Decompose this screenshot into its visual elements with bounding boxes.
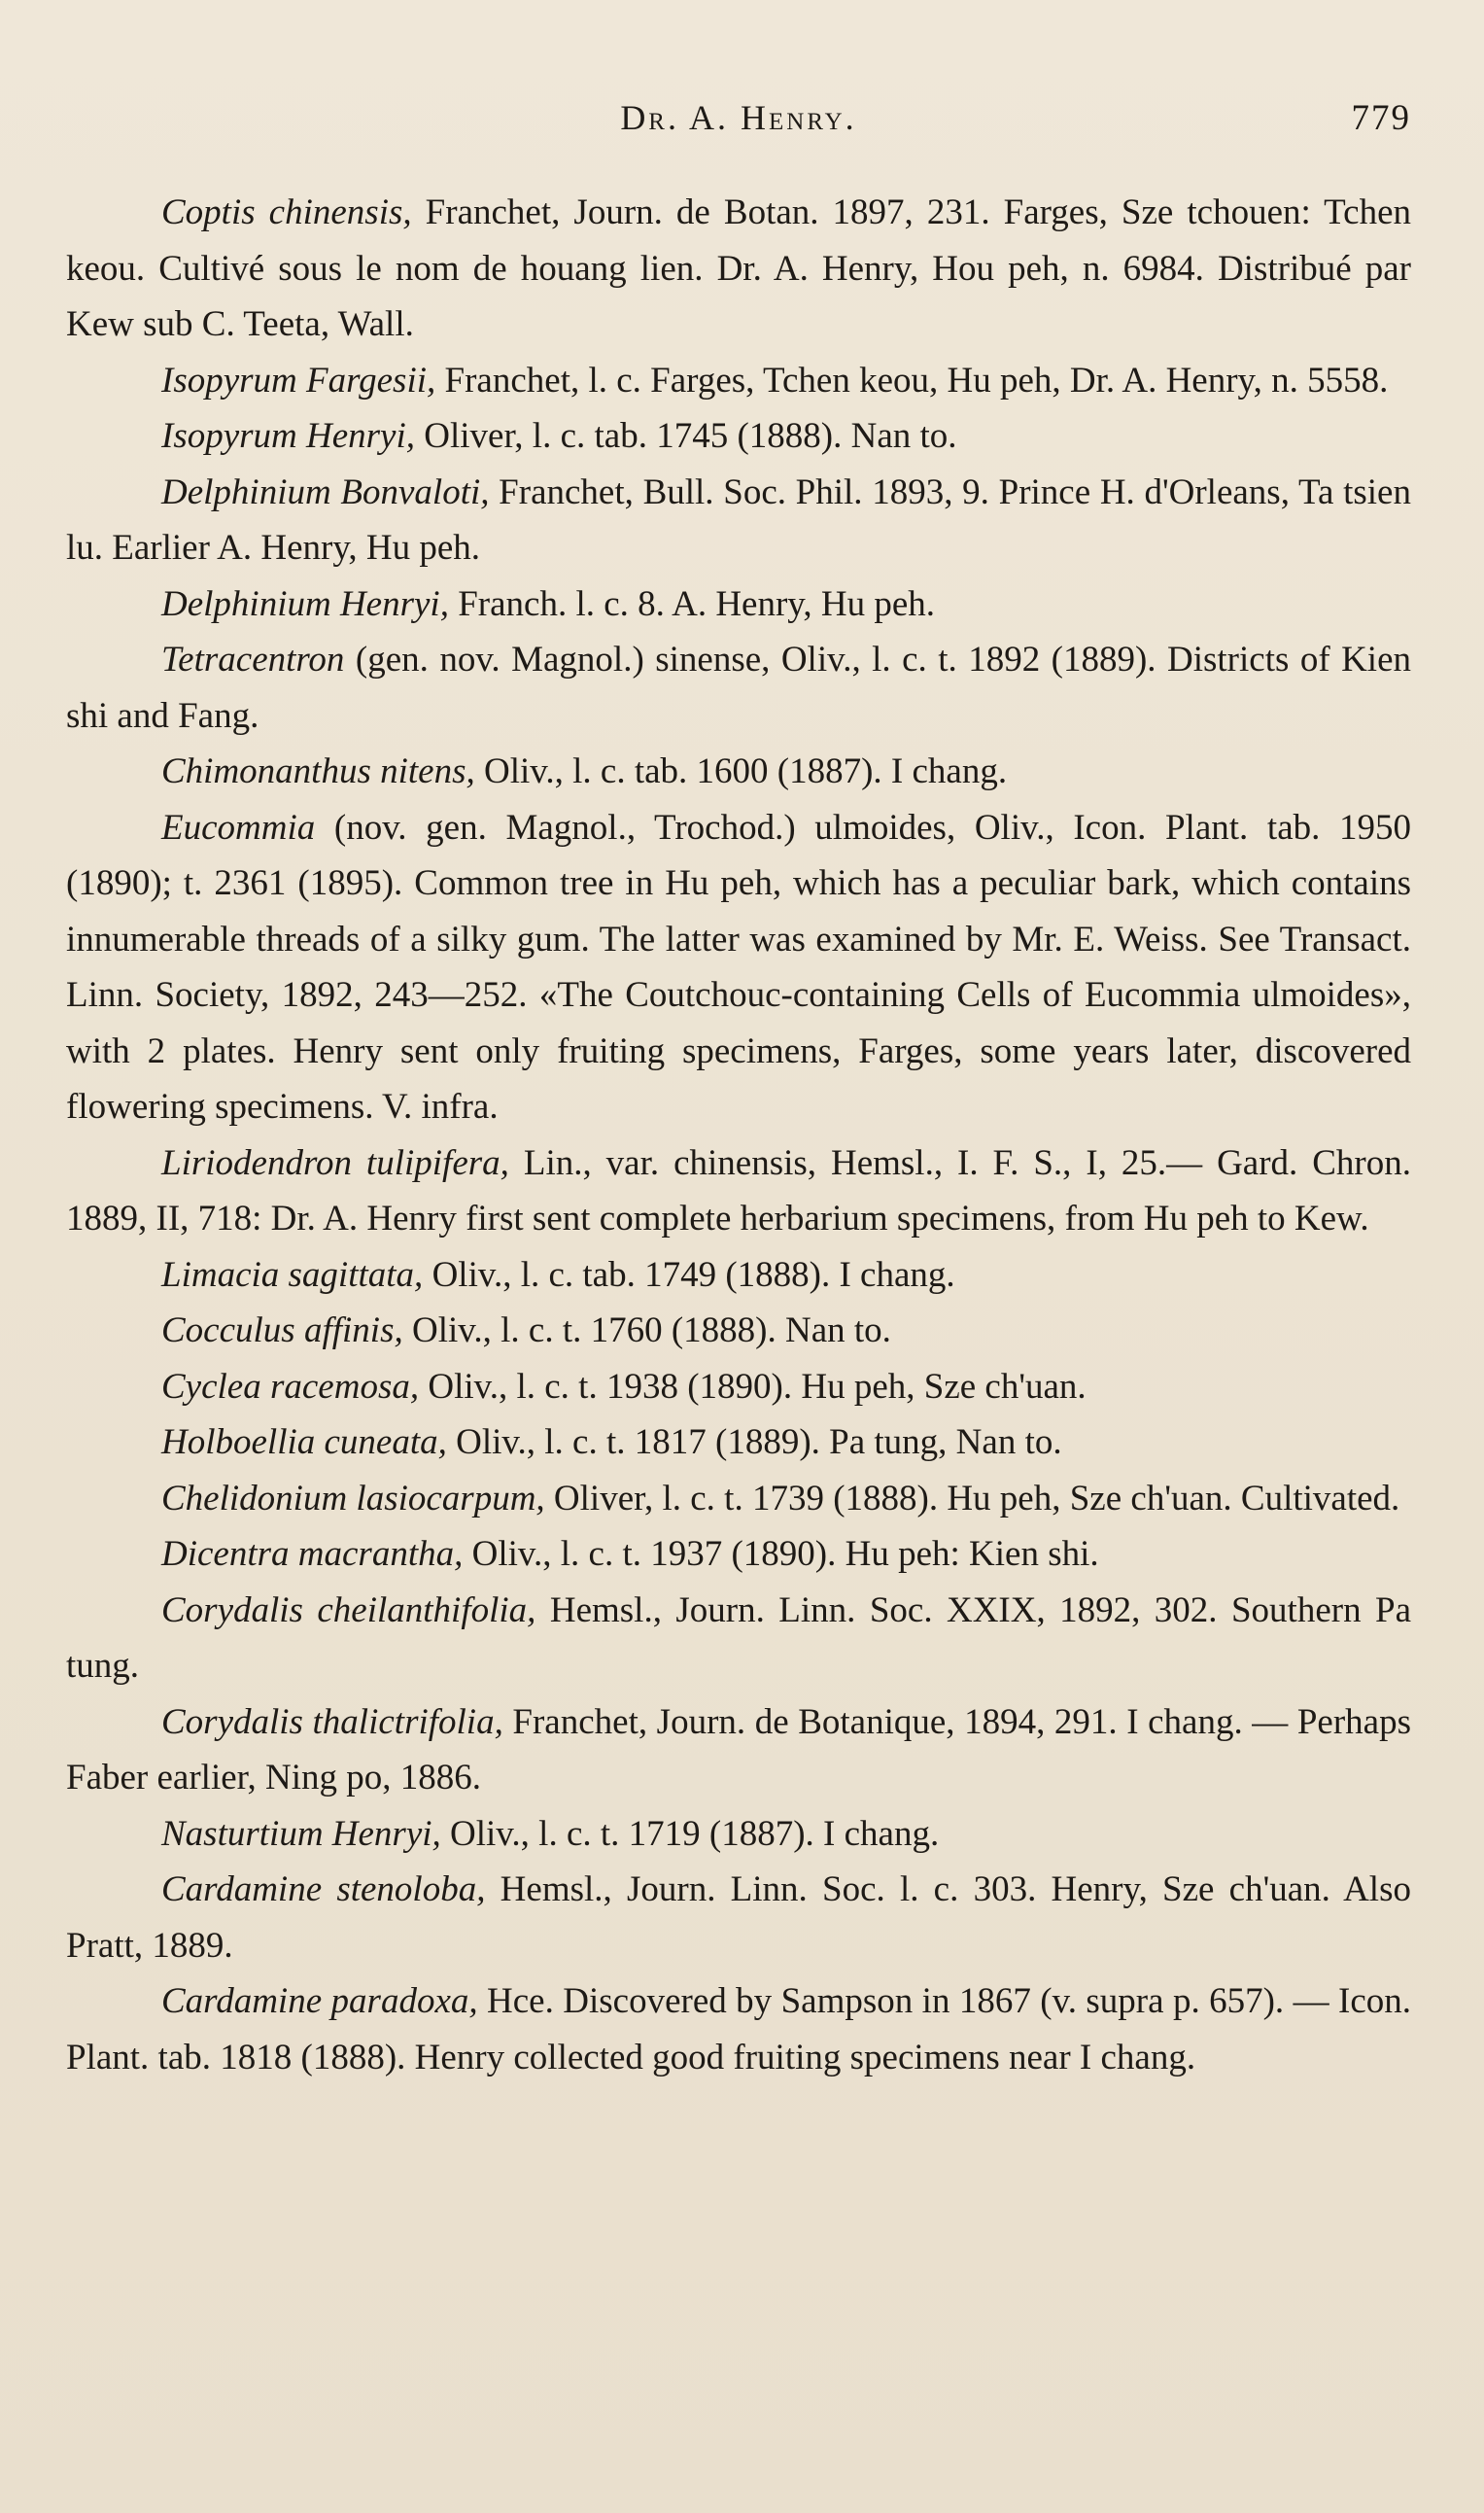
entry-text: Franchet, Journ. de Botanique, 1894, 291. I chang. — Perhaps Faber earlier, Ning po, 1886. [66, 1701, 1411, 1797]
page-number: 779 [1351, 98, 1411, 138]
entry-delphinium-henryi [66, 576, 1411, 633]
entry-text: Franchet, l. c. Farges, Tchen keou, Hu peh, Dr. A. Henry, n. 5558. [435, 360, 1389, 401]
entry-corydalis-thalictrifolia [66, 1694, 1411, 1806]
page-header [66, 0, 1411, 185]
entry-corydalis-cheilanthifolia [66, 1583, 1411, 1694]
species-name: Nasturtium Henryi, [161, 1813, 441, 1854]
species-name: Eucommia [161, 807, 316, 848]
species-name: Cocculus affinis, [161, 1310, 403, 1350]
entry-chimonanthus [66, 744, 1411, 800]
species-name: Holboellia cuneata, [161, 1422, 447, 1462]
entry-text: Oliv., l. c. t. 1760 (1888). Nan to. [402, 1310, 891, 1350]
entry-holboellia [66, 1414, 1411, 1471]
entry-text: Oliv., l. c. t. 1937 (1890). Hu peh: Kien shi. [463, 1534, 1099, 1574]
entry-text: Oliv., l. c. tab. 1749 (1888). I chang. [423, 1254, 955, 1295]
species-name: Corydalis thalictrifolia, [161, 1701, 503, 1742]
entry-text: Oliver, l. c. tab. 1745 (1888). Nan to. [415, 416, 957, 456]
entry-dicentra [66, 1526, 1411, 1583]
entry-eucommia [66, 800, 1411, 1135]
entry-text: Franch. l. c. 8. A. Henry, Hu peh. [448, 583, 936, 624]
species-name: Tetracentron [161, 640, 345, 680]
entry-list [66, 185, 1411, 2085]
species-name: Cardamine stenoloba, [161, 1869, 486, 1909]
entry-cardamine-paradoxa [66, 1973, 1411, 2085]
entry-text: Oliv., l. c. t. 1938 (1890). Hu peh, Sze ch'uan. [419, 1366, 1087, 1407]
species-name: Cardamine paradoxa, [161, 1981, 478, 2021]
species-name: Dicentra macrantha, [161, 1534, 464, 1574]
entry-text: (nov. gen. Magnol., Trochod.) ulmoides, Oliv., Icon. Plant. tab. 1950 (1890); t. 2361 (1895). Common tree in Hu peh, which has a peculiar bark, which contains innumerable threads of a silky gum. The latter was examined by Mr. E. Weiss. See Transact. Linn. Society, 1892, 243—252. «The Coutchouc-containing Cells of Eucommia ulmoides», with 2 plates. Henry sent only fruiting specimens, Farges, some years later, discovered flowering specimens. V. infra. [66, 807, 1411, 1127]
species-name: Isopyrum Henryi, [161, 416, 416, 456]
species-name: Cyclea racemosa, [161, 1366, 420, 1407]
running-head: Dr. A. Henry. [620, 98, 857, 137]
species-name: Delphinium Henryi, [161, 583, 449, 624]
entry-tetracentron [66, 632, 1411, 744]
entry-cardamine-stenoloba [66, 1862, 1411, 1973]
entry-cocculus [66, 1303, 1411, 1359]
entry-text: Oliv., l. c. t. 1719 (1887). I chang. [440, 1813, 940, 1854]
entry-text: Franchet, Bull. Soc. Phil. 1893, 9. Prince H. d'Orleans, Ta tsien lu. Earlier A. Henry, Hu peh. [66, 471, 1411, 568]
species-name: Coptis chinensis, [161, 192, 412, 232]
entry-text: Oliver, l. c. t. 1739 (1888). Hu peh, Sze ch'uan. Cultivated. [544, 1478, 1400, 1518]
entry-liriodendron [66, 1135, 1411, 1247]
species-name: Isopyrum Fargesii, [161, 360, 436, 401]
entry-text: Lin., var. chinensis, Hemsl., I. F. S., I, 25.— Gard. Chron. 1889, II, 718: Dr. A. Henry first sent complete herbarium specimens, from Hu peh to Kew. [66, 1142, 1411, 1239]
species-name: Liriodendron tulipifera, [161, 1142, 509, 1183]
entry-nasturtium [66, 1806, 1411, 1863]
species-name: Delphinium Bonvaloti, [161, 471, 490, 512]
entry-text: Oliv., l. c. t. 1817 (1889). Pa tung, Nan to. [446, 1422, 1062, 1462]
species-name: Chelidonium lasiocarpum, [161, 1478, 545, 1518]
entry-coptis [66, 185, 1411, 353]
entry-isopyrum-henryi [66, 408, 1411, 465]
entry-cyclea [66, 1359, 1411, 1415]
species-name: Chimonanthus nitens, [161, 751, 475, 791]
entry-text: Oliv., l. c. tab. 1600 (1887). I chang. [474, 751, 1008, 791]
entry-chelidonium [66, 1471, 1411, 1527]
entry-text: Franchet, Journ. de Botan. 1897, 231. Farges, Sze tchouen: Tchen keou. Cultivé sous le nom de houang lien. Dr. A. Henry, Hou peh, n. 6984. Distribué par Kew sub C. Teeta, Wall. [66, 192, 1412, 344]
species-name: Limacia sagittata, [161, 1254, 424, 1295]
entry-text: (gen. nov. Magnol.) sinense, Oliv., l. c. t. 1892 (1889). Districts of Kien shi and Fang. [66, 640, 1411, 736]
entry-text: Hemsl., Journ. Linn. Soc. l. c. 303. Henry, Sze ch'uan. Also Pratt, 1889. [66, 1869, 1411, 1966]
entry-text: Hemsl., Journ. Linn. Soc. XXIX, 1892, 302. Southern Pa tung. [66, 1589, 1411, 1686]
species-name: Corydalis cheilanthifolia, [161, 1589, 536, 1630]
entry-text: Hce. Discovered by Sampson in 1867 (v. supra p. 657). — Icon. Plant. tab. 1818 (1888). Henry collected good fruiting specimens near I chang. [66, 1981, 1412, 2077]
entry-delphinium-bonvaloti [66, 465, 1411, 576]
entry-isopyrum-fargesii [66, 353, 1411, 409]
entry-limacia [66, 1247, 1411, 1304]
